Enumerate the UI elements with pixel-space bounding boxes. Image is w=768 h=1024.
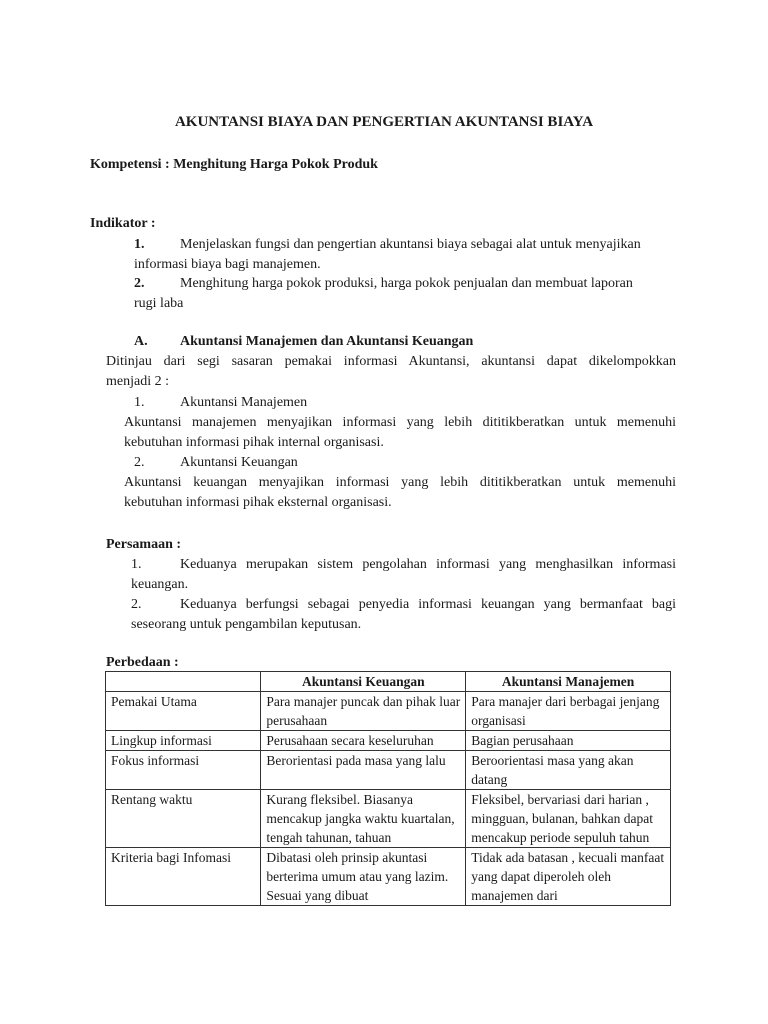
table-cell-manajemen: Bagian perusahaan (466, 731, 671, 751)
section-a-item-2 (134, 453, 298, 472)
table-row (106, 848, 671, 906)
table-header-keuangan: Akuntansi Keuangan (261, 672, 466, 692)
indikator-item-2-line2: rugi laba (134, 296, 184, 311)
section-a-item-2-label: Akuntansi Keuangan (180, 455, 298, 470)
section-a-number: A. (134, 334, 148, 349)
section-a-item-2-desc-line2: kebutuhan informasi pihak eksternal organisasi. (124, 495, 392, 510)
indikator-item-2 (134, 274, 633, 293)
table-header-aspect (106, 672, 261, 692)
table-cell-aspect: Rentang waktu (106, 790, 261, 848)
perbedaan-table (105, 671, 671, 906)
page-title: AKUNTANSI BIAYA DAN PENGERTIAN AKUNTANSI BIAYA (174, 114, 594, 130)
table-cell-aspect: Fokus informasi (106, 751, 261, 790)
indikator-item-1-line2: informasi biaya bagi manajemen. (134, 257, 321, 272)
table-cell-manajemen: Tidak ada batasan , kecuali manfaat yang dapat diperoleh oleh manajemen dari (466, 848, 671, 906)
section-a-item-2-number: 2. (134, 455, 145, 470)
persamaan-label: Persamaan : (106, 537, 182, 552)
table-cell-aspect: Lingkup informasi (106, 731, 261, 751)
table-cell-manajemen: Fleksibel, bervariasi dari harian , mingguan, bulanan, bahkan dapat mencakup periode sepuluh tahun (466, 790, 671, 848)
persamaan-item-1-line1 (131, 555, 676, 574)
section-a-item-1-desc-line1: Akuntansi manajemen menyajikan informasi yang lebih dititikberatkan untuk memenuhi (124, 415, 676, 430)
table-cell-manajemen: Beroorientasi masa yang akan datang (466, 751, 671, 790)
indikator-label: Indikator : (90, 216, 156, 231)
table-row (106, 731, 671, 751)
persamaan-item-1-line2: keuangan. (131, 577, 189, 592)
section-a-heading (134, 332, 473, 351)
section-a-item-1-desc-line2: kebutuhan informasi pihak internal organisasi. (124, 435, 384, 450)
table-cell-keuangan: Berorientasi pada masa yang lalu (261, 751, 466, 790)
kompetensi-line (90, 155, 378, 174)
table-row (106, 790, 671, 848)
indikator-item-2-line1: Menghitung harga pokok produksi, harga pokok penjualan dan membuat laporan (180, 276, 633, 291)
table-row (106, 751, 671, 790)
table-header-row (106, 672, 671, 692)
section-a-item-1-number: 1. (134, 395, 145, 410)
section-a-title: Akuntansi Manajemen dan Akuntansi Keuangan (180, 334, 474, 349)
indikator-item-1-number: 1. (134, 237, 145, 252)
section-a-item-1-label: Akuntansi Manajemen (180, 395, 308, 410)
indikator-item-2-number: 2. (134, 276, 145, 291)
table-cell-aspect: Kriteria bagi Infomasi (106, 848, 261, 906)
indikator-item-1-line1: Menjelaskan fungsi dan pengertian akuntansi biaya sebagai alat untuk menyajikan (180, 237, 641, 252)
persamaan-item-2-line2: seseorang untuk pengambilan keputusan. (131, 617, 362, 632)
table-cell-keuangan: Kurang fleksibel. Biasanya mencakup jangka waktu kuartalan, tengah tahunan, tahuan (261, 790, 466, 848)
kompetensi-label: Kompetensi : (90, 157, 170, 172)
kompetensi-value: Menghitung Harga Pokok Produk (173, 157, 378, 172)
table-cell-manajemen: Para manajer dari berbagai jenjang organisasi (466, 692, 671, 731)
section-a-item-2-desc-line1: Akuntansi keuangan menyajikan informasi yang lebih dititikberatkan untuk memenuhi (124, 475, 676, 490)
persamaan-item-1-text: Keduanya merupakan sistem pengolahan informasi yang menghasilkan informasi (180, 557, 676, 572)
table-cell-aspect: Pemakai Utama (106, 692, 261, 731)
section-a-item-1 (134, 393, 307, 412)
section-a-intro-line2: menjadi 2 : (106, 374, 169, 389)
indikator-item-1 (134, 235, 641, 254)
persamaan-item-1-number: 1. (131, 557, 142, 572)
persamaan-item-2-text: Keduanya berfungsi sebagai penyedia informasi keuangan yang bermanfaat bagi (180, 597, 676, 612)
perbedaan-label: Perbedaan : (106, 655, 179, 670)
section-a-intro-line1: Ditinjau dari segi sasaran pemakai informasi Akuntansi, akuntansi dapat dikelompokkan (106, 354, 676, 369)
table-header-manajemen: Akuntansi Manajemen (466, 672, 671, 692)
table-cell-keuangan: Dibatasi oleh prinsip akuntasi berterima umum atau yang lazim. Sesuai yang dibuat (261, 848, 466, 906)
persamaan-item-2-line1 (131, 595, 676, 614)
table-cell-keuangan: Para manajer puncak dan pihak luar perusahaan (261, 692, 466, 731)
table-cell-keuangan: Perusahaan secara keseluruhan (261, 731, 466, 751)
persamaan-item-2-number: 2. (131, 597, 142, 612)
table-row (106, 692, 671, 731)
